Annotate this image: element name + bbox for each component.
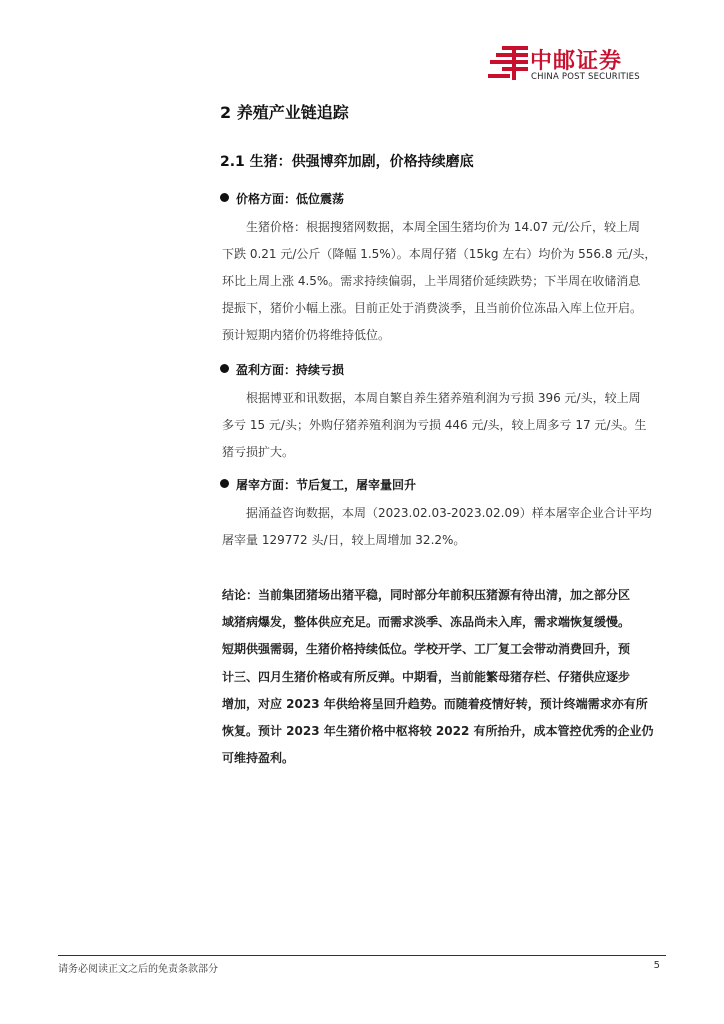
footer-disclaimer: 请务必阅读正文之后的免责条款部分	[58, 964, 218, 975]
profit-heading-text: 盈利方面：持续亏损	[236, 363, 345, 377]
paragraph-line: 提振下，猪价小幅上涨。目前正处于消费淡季，且当前价位冻品入库上位开启。	[222, 301, 643, 315]
conclusion-line: 域猪病爆发，整体供应充足。而需求淡季、冻品尚未入库，需求端恢复缓慢。	[222, 615, 631, 630]
paragraph-line: 预计短期内猪价仍将维持低位。	[222, 328, 391, 342]
conclusion-line: 恢复。预计 2023 年生猪价格中枢将较 2022 有所抬升，成本管控优秀的企业仍	[222, 724, 654, 739]
brand-name-en: CHINA POST SECURITIES	[531, 72, 640, 82]
paragraph-line: 根据博亚和讯数据，本周自繁自养生猪养殖利润为亏损 396 元/头，较上周	[246, 391, 641, 405]
conclusion-paragraph	[222, 582, 682, 772]
page-number: 5	[653, 960, 660, 971]
paragraph-line: 屠宰量 129772 头/日，较上周增加 32.2%。	[222, 533, 466, 547]
profit-paragraph	[222, 385, 682, 466]
paragraph-line: 猪亏损扩大。	[222, 445, 295, 459]
slaughter-paragraph	[222, 500, 682, 554]
brand-name-cn: 中邮证券	[530, 49, 623, 74]
conclusion-line: 增加，对应 2023 年供给将呈回升趋势。而随着疫情好转，预计终端需求亦有所	[222, 696, 648, 711]
price-heading	[220, 190, 344, 207]
conclusion-line: 短期供强需弱，生猪价格持续低位。学校开学、工厂复工会带动消费回升，预	[222, 642, 631, 657]
conclusion-line: 结论：当前集团猪场出猪平稳，同时部分年前积压猪源有待出清，加之部分区	[222, 588, 631, 602]
paragraph-line: 生猪价格：根据搜猪网数据，本周全国生猪均价为 14.07 元/公斤，较上周	[246, 220, 641, 234]
paragraph-line: 多亏 15 元/头；外购仔猪养殖利润为亏损 446 元/头，较上周多亏 17 元/头。生	[222, 418, 647, 432]
section-title: 2 养殖产业链追踪	[220, 103, 349, 122]
bullet-icon	[220, 479, 229, 488]
paragraph-line: 环比上周上涨 4.5%。需求持续偏弱，上半周猪价延续跌势；下半周在收储消息	[222, 274, 641, 288]
conclusion-line: 可维持盈利。	[222, 751, 295, 766]
section-subtitle: 2.1 生猪：供强博弈加剧，价格持续磨底	[220, 154, 474, 170]
price-paragraph	[222, 214, 682, 349]
conclusion-line: 计三、四月生猪价格或有所反弹。中期看，当前能繁母猪存栏、仔猪供应逐步	[222, 669, 631, 684]
china-post-logo-icon	[486, 44, 530, 84]
slaughter-heading	[220, 476, 416, 493]
paragraph-line: 据涌益咨询数据，本周（2023.02.03-2023.02.09）样本屠宰企业合计平均	[246, 506, 652, 520]
profit-heading	[220, 361, 344, 378]
slaughter-heading-text: 屠宰方面：节后复工，屠宰量回升	[236, 478, 417, 492]
footer-divider	[58, 955, 666, 956]
paragraph-line: 下跌 0.21 元/公斤（降幅 1.5%）。本周仔猪（15kg 左右）均价为 556.8 元/头，	[222, 247, 657, 261]
bullet-icon	[220, 364, 229, 373]
price-heading-text: 价格方面：低位震荡	[236, 192, 345, 206]
company-logo	[486, 44, 666, 88]
bullet-icon	[220, 193, 229, 202]
